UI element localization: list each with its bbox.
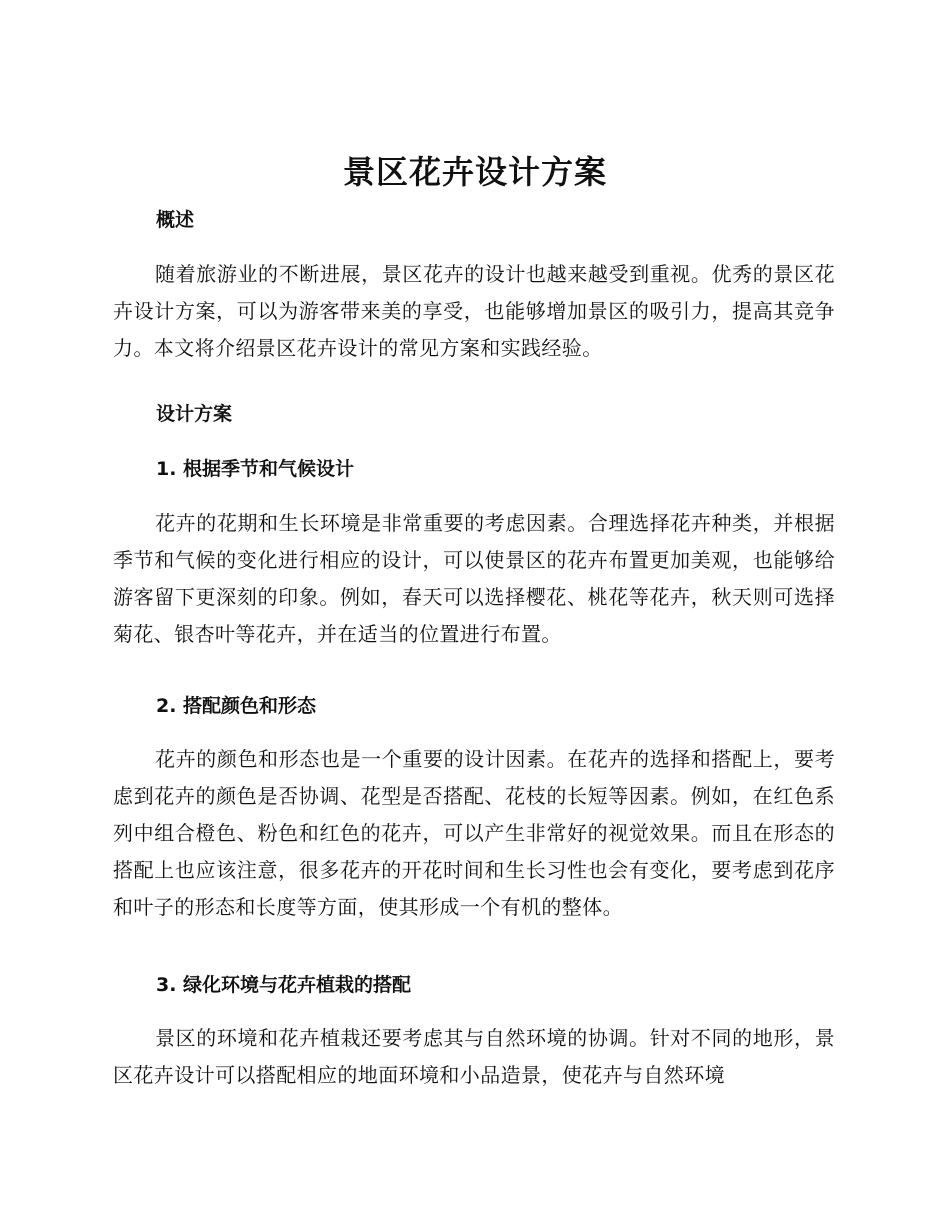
paragraph-season-climate: 花卉的花期和生长环境是非常重要的考虑因素。合理选择花卉种类，并根据季节和气候的变化进行相应的设计，可以使景区的花卉布置更加美观，也能够给游客留下更深刻的印象。例如，春天可以选择樱花、桃花等花卉，秋天则可选择菊花、银杏叶等花卉，并在适当的位置进行布置。	[113, 511, 835, 646]
subheading-season-climate: 1. 根据季节和气候设计	[156, 458, 355, 480]
subheading-color-form: 2. 搭配颜色和形态	[156, 695, 317, 717]
subheading-green-environment: 3. 绿化环境与花卉植栽的搭配	[156, 974, 412, 996]
paragraph-green-environment: 景区的环境和花卉植栽还要考虑其与自然环境的协调。针对不同的地形，景区花卉设计可以搭配相应的地面环境和小品造景，使花卉与自然环境	[113, 1026, 835, 1087]
paragraph-overview: 随着旅游业的不断进展，景区花卉的设计也越来越受到重视。优秀的景区花卉设计方案，可以为游客带来美的享受，也能够增加景区的吸引力，提高其竞争力。本文将介绍景区花卉设计的常见方案和实践经验。	[113, 262, 835, 360]
document-title: 景区花卉设计方案	[342, 153, 607, 191]
section-heading-overview: 概述	[156, 209, 195, 231]
section-heading-design: 设计方案	[156, 403, 233, 425]
paragraph-color-form: 花卉的颜色和形态也是一个重要的设计因素。在花卉的选择和搭配上，要考虑到花卉的颜色是否协调、花型是否搭配、花枝的长短等因素。例如，在红色系列中组合橙色、粉色和红色的花卉，可以产生非常好的视觉效果。而且在形态的搭配上也应该注意，很多花卉的开花时间和生长习性也会有变化，要考虑到花序和叶子的形态和长度等方面，使其形成一个有机的整体。	[113, 747, 835, 919]
